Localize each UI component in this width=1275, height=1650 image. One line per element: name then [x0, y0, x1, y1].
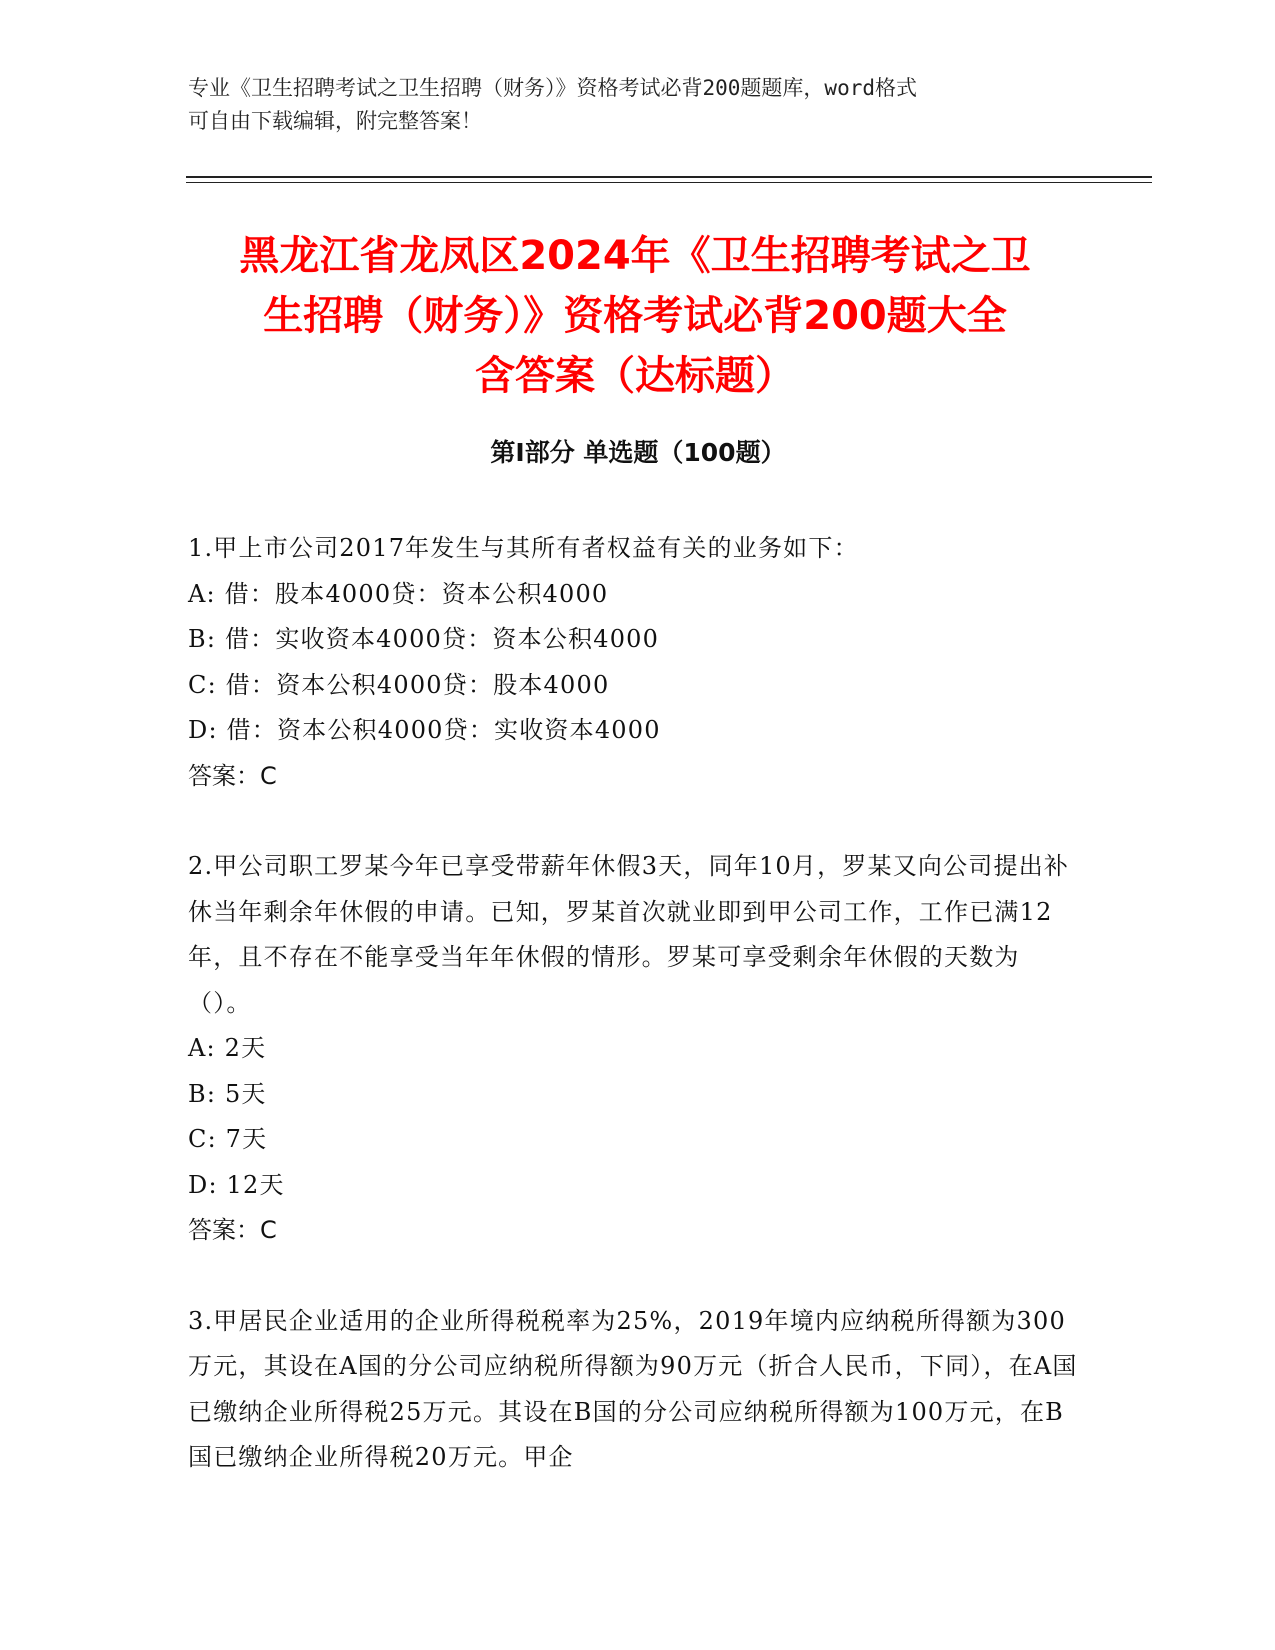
question-3	[188, 1299, 1078, 1481]
question-stem: 3.甲居民企业适用的企业所得税税率为25%，2019年境内应纳税所得额为300万元，其设在A国的分公司应纳税所得额为90万元（折合人民币，下同），在A国已缴纳企业所得税25万元。其设在B国的分公司应纳税所得额为100万元，在B国已缴纳企业所得税20万元。甲企	[188, 1306, 1078, 1471]
question-2	[188, 844, 1078, 1254]
header-divider-thick	[186, 176, 1152, 178]
question-list	[188, 526, 1078, 1526]
option-c: C: 借：资本公积4000贷：股本4000	[188, 670, 610, 699]
section-title: 第Ⅰ部分 单选题（100题）	[490, 438, 786, 467]
question-stem: 1.甲上市公司2017年发生与其所有者权益有关的业务如下：	[188, 534, 859, 562]
option-d: D: 借：资本公积4000贷：实收资本4000	[188, 716, 661, 744]
document-title-line-1: 黑龙江省龙凤区2024年《卫生招聘考试之卫	[239, 233, 1031, 279]
header-note	[188, 72, 1088, 138]
option-c: C: 7天	[188, 1125, 268, 1153]
document-title-line-3: 含答案（达标题）	[475, 353, 795, 399]
option-d: D: 12天	[188, 1170, 285, 1199]
question-stem: 2.甲公司职工罗某今年已享受带薪年休假3天，同年10月，罗某又向公司提出补休当年剩余年休假的申请。已知，罗某首次就业即到甲公司工作，工作已满12年，且不存在不能享受当年年休假的情形。罗某可享受剩余年休假的天数为（）。	[188, 852, 1070, 1017]
option-b: B: 借：实收资本4000贷：资本公积4000	[188, 625, 660, 653]
answer: 答案：C	[188, 1216, 277, 1244]
option-a: A: 2天	[188, 1034, 267, 1062]
header-note-line-2: 可自由下载编辑，附完整答案！	[188, 109, 482, 133]
document-title-line-2: 生招聘（财务）》资格考试必背200题大全	[263, 293, 1007, 339]
answer: 答案：C	[188, 761, 277, 790]
option-a: A: 借：股本4000贷：资本公积4000	[188, 579, 609, 608]
question-1	[188, 526, 1078, 799]
option-b: B: 5天	[188, 1079, 267, 1108]
document-title	[180, 226, 1090, 406]
header-divider-thin	[186, 182, 1152, 183]
header-note-line-1: 专业《卫生招聘考试之卫生招聘（财务）》资格考试必背200题题库，word格式	[188, 76, 917, 100]
